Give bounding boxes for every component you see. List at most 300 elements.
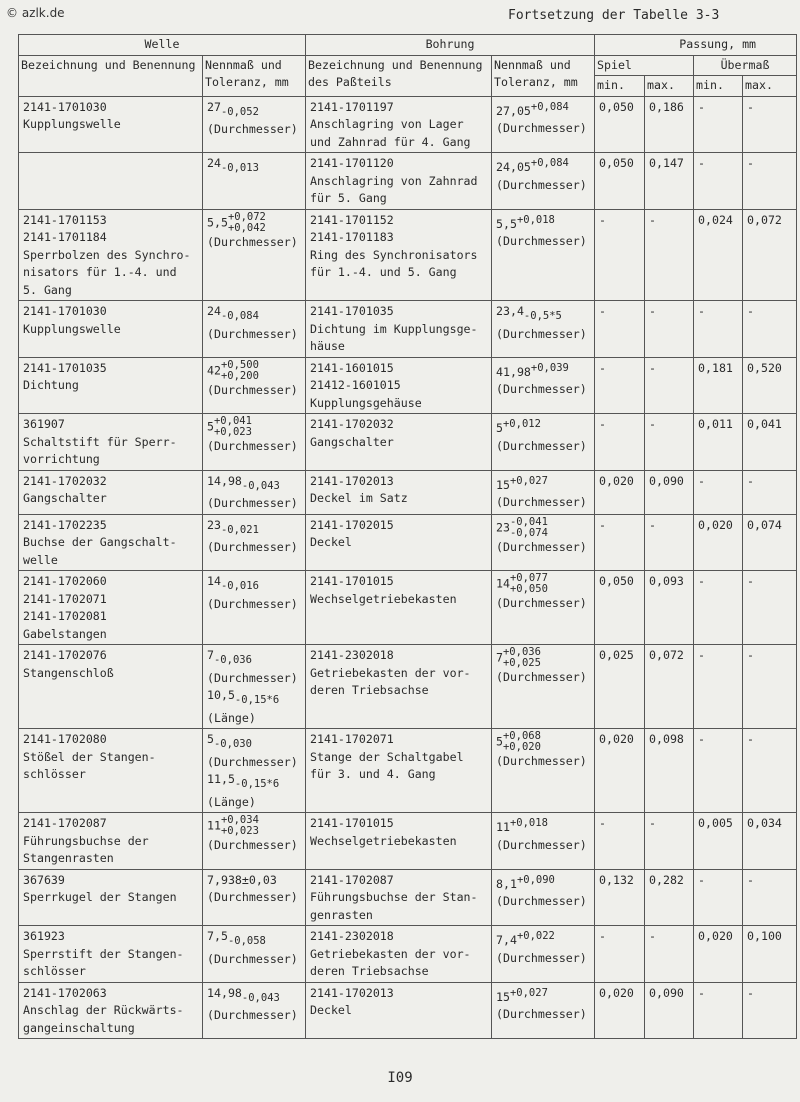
tolerance-cell [492, 571, 595, 645]
lower-deviation: +0,050 [509, 583, 548, 595]
tolerance-line [496, 360, 591, 382]
clearance-max-cell: - [645, 926, 694, 983]
interference-min-cell: 0,020 [694, 514, 743, 571]
tolerance-line [207, 326, 302, 344]
tolerance-line [207, 212, 302, 234]
group-header-shaft: Welle [19, 35, 306, 56]
bore-designation-cell [306, 357, 492, 414]
bore-designation-line: Kupplungsgehäuse [310, 395, 422, 410]
interference-min-cell: 0,020 [694, 926, 743, 983]
header-interference: Übermaß [694, 55, 797, 76]
clearance-min-cell: 0,020 [595, 729, 645, 813]
tolerance-cell [203, 645, 306, 729]
dimension-note: (Durchmesser) [207, 439, 298, 453]
upper-deviation: +0,027 [509, 986, 548, 999]
tolerance-line [496, 326, 591, 344]
nominal-size: 7 [207, 648, 214, 662]
tolerance-pair [228, 212, 266, 234]
shaft-designation-line: Anschlag der Rückwärts- [23, 1003, 184, 1017]
bore-designation-line: für 5. Gang [310, 191, 387, 205]
bore-designation-line: und Zahnrad für 4. Gang [310, 134, 471, 149]
shaft-designation-line: 2141-1702235 [23, 517, 107, 532]
shaft-designation-line: nisators für 1.-4. und [23, 265, 177, 279]
upper-deviation: +0,022 [516, 930, 555, 942]
tolerance-line [207, 985, 302, 1008]
bore-designation-line: 2141-1702087 [310, 872, 394, 887]
tolerance-line [207, 438, 302, 456]
tolerance-table [18, 34, 797, 1039]
group-header-bore: Bohrung [306, 35, 595, 56]
tolerance-line [207, 382, 302, 400]
tolerance-cell [203, 571, 306, 645]
table-row [19, 470, 797, 514]
header-bore-nominal-line1: Nennmaß und [494, 57, 571, 72]
tolerance-line [496, 494, 591, 512]
shaft-designation-line: vorrichtung [23, 452, 100, 466]
tolerance-cell [492, 301, 595, 358]
interference-min-cell: 0,005 [694, 813, 743, 870]
bore-designation-line: Deckel [310, 535, 352, 549]
clearance-min-cell: 0,050 [595, 571, 645, 645]
tolerance-line [496, 573, 591, 595]
header-shaft-nominal-line1: Nennmaß und [205, 57, 282, 72]
upper-deviation: +0,084 [530, 157, 569, 169]
tolerance-line [207, 99, 302, 122]
tolerance-line [207, 539, 302, 557]
clearance-max-cell: 0,098 [645, 729, 694, 813]
sub-header-row [19, 55, 797, 76]
bore-designation-line: Stange der Schaltgabel [310, 749, 464, 764]
bore-designation-line: 21412-1601015 [310, 378, 401, 392]
upper-deviation: +0,039 [530, 361, 569, 374]
bore-designation-line: deren Triebsachse [310, 683, 429, 697]
tolerance-line [496, 985, 591, 1007]
shaft-designation-line: 2141-1701030 [23, 99, 107, 114]
header-clearance: Spiel [595, 55, 694, 76]
clearance-max-cell: 0,090 [645, 982, 694, 1039]
bore-designation-cell [306, 153, 492, 210]
table-row [19, 869, 797, 926]
header-interference-min: min. [694, 76, 743, 97]
shaft-designation-line: Stößel der Stangen- [23, 749, 156, 764]
clearance-max-cell: - [645, 301, 694, 358]
interference-min-cell: - [694, 645, 743, 729]
shaft-designation-line: 2141-1701030 [23, 304, 107, 318]
clearance-min-cell: - [595, 301, 645, 358]
bore-designation-cell [306, 813, 492, 870]
interference-max-cell: - [743, 153, 797, 210]
header-bore-name-line1: Bezeichnung und Benennung [308, 57, 483, 72]
tolerance-pair [221, 360, 259, 382]
tolerance-cell [492, 869, 595, 926]
tolerance-line [207, 928, 302, 951]
dimension-note: (Durchmesser) [496, 121, 587, 135]
dimension-note: (Durchmesser) [496, 234, 587, 248]
dimension-note: (Durchmesser) [496, 837, 587, 852]
tolerance-line [496, 212, 591, 234]
interference-max-cell: - [743, 301, 797, 358]
shaft-designation-line: 2141-1702060 [23, 574, 107, 588]
lower-deviation: -0,074 [509, 526, 548, 539]
nominal-size: 11 [207, 818, 221, 833]
upper-deviation: +0,036 [502, 646, 541, 658]
nominal-size: 7,5 [207, 929, 228, 943]
bore-designation-cell [306, 645, 492, 729]
upper-deviation: +0,027 [509, 474, 548, 487]
lower-deviation: +0,020 [502, 741, 541, 753]
header-shaft-name: Bezeichnung und Benennung [19, 55, 203, 96]
clearance-max-cell: - [645, 813, 694, 870]
dimension-note: (Durchmesser) [207, 382, 298, 397]
tolerance-line [496, 120, 591, 138]
dimension-note: (Durchmesser) [207, 754, 298, 769]
tolerance-line [207, 710, 302, 728]
tolerance-cell [203, 470, 306, 514]
shaft-designation-cell [19, 470, 203, 514]
shaft-designation-line: Buchse der Gangschalt- [23, 535, 177, 549]
interference-min-cell: - [694, 153, 743, 210]
bore-designation-line: 2141-1701152 [310, 212, 394, 227]
tolerance-cell [203, 96, 306, 153]
bore-designation-line: für 3. und 4. Gang [310, 767, 436, 781]
shaft-designation-line: 5. Gang [23, 282, 72, 297]
tolerance-cell [492, 357, 595, 414]
table-row [19, 982, 797, 1039]
bore-designation-line: Getriebekasten der vor- [310, 665, 471, 680]
interference-min-cell: - [694, 869, 743, 926]
table-row [19, 357, 797, 414]
tolerance-line [496, 381, 591, 399]
bore-designation-line: Getriebekasten der vor- [310, 946, 471, 961]
interference-max-cell: 0,520 [743, 357, 797, 414]
tolerance-line [496, 731, 591, 753]
interference-min-cell: - [694, 470, 743, 514]
lower-deviation: -0,5*5 [523, 310, 562, 322]
table-row [19, 514, 797, 571]
shaft-designation-cell [19, 414, 203, 471]
tolerance-pair [503, 731, 541, 753]
nominal-size: 5 [496, 734, 503, 749]
clearance-max-cell: 0,282 [645, 869, 694, 926]
upper-deviation: +0,041 [213, 415, 252, 427]
tolerance-line [207, 771, 302, 794]
nominal-size: 15 [496, 989, 510, 1004]
nominal-size: 7,4 [496, 933, 517, 947]
shaft-designation-line: 2141-1702080 [23, 732, 107, 746]
interference-min-cell: - [694, 982, 743, 1039]
tolerance-line [496, 99, 591, 121]
tolerance-cell [492, 209, 595, 301]
tolerance-cell [492, 729, 595, 813]
table-row [19, 926, 797, 983]
header-clearance-max: max. [645, 76, 694, 97]
tolerance-cell [203, 414, 306, 471]
shaft-designation-line: 2141-1702081 [23, 609, 107, 623]
lower-deviation: +0,025 [502, 657, 541, 669]
tolerance-pair [214, 416, 252, 438]
tolerance-line [207, 815, 302, 837]
bore-designation-cell [306, 729, 492, 813]
tolerance-line [496, 815, 591, 837]
shaft-designation-line: 361923 [23, 929, 65, 943]
tolerance-line [496, 473, 591, 495]
tolerance-cell [203, 209, 306, 301]
dimension-note: (Durchmesser) [207, 1008, 298, 1022]
lower-deviation: +0,023 [220, 825, 259, 837]
upper-deviation: +0,018 [509, 817, 548, 829]
tolerance-cell [203, 301, 306, 358]
tolerance-cell [203, 357, 306, 414]
lower-deviation: -0,013 [220, 162, 259, 174]
bore-designation-cell [306, 96, 492, 153]
bore-designation-line: häuse [310, 339, 345, 353]
nominal-size: 10,5 [207, 688, 235, 702]
tolerance-line [496, 517, 591, 539]
dimension-note: (Durchmesser) [207, 596, 298, 611]
header-clearance-min: min. [595, 76, 645, 97]
bore-designation-cell [306, 982, 492, 1039]
tolerance-cell [492, 982, 595, 1039]
interference-max-cell: - [743, 869, 797, 926]
interference-min-cell: 0,024 [694, 209, 743, 301]
lower-deviation: -0,016 [220, 580, 259, 592]
nominal-size: 14 [496, 576, 510, 591]
tolerance-line [496, 177, 591, 195]
lower-deviation: -0,052 [220, 105, 259, 118]
clearance-min-cell: - [595, 926, 645, 983]
header-bore-name-line2: des Paßteils [308, 75, 392, 89]
nominal-size: 24 [207, 156, 221, 170]
dimension-note: (Durchmesser) [496, 596, 587, 610]
lower-deviation: -0,021 [220, 523, 259, 536]
nominal-size: 23,4 [496, 304, 524, 318]
shaft-designation-line: Stangenrasten [23, 851, 114, 865]
bore-designation-cell [306, 470, 492, 514]
shaft-designation-cell [19, 96, 203, 153]
shaft-designation-line: Sperrstift der Stangen- [23, 946, 184, 961]
bore-designation-cell [306, 301, 492, 358]
dimension-note: (Durchmesser) [207, 890, 298, 904]
tolerance-line [496, 950, 591, 968]
lower-deviation: -0,043 [241, 991, 280, 1004]
bore-designation-line: Deckel [310, 1003, 352, 1017]
upper-deviation: -0,041 [509, 515, 548, 528]
bore-designation-line: 2141-1601015 [310, 360, 394, 375]
shaft-designation-cell [19, 209, 203, 301]
dimension-note: (Durchmesser) [207, 838, 298, 852]
upper-deviation: +0,034 [220, 814, 259, 826]
upper-deviation: +0,012 [502, 418, 541, 430]
shaft-designation-line: Stangenschloß [23, 665, 114, 680]
lower-deviation: -0,043 [241, 479, 280, 492]
table-row [19, 729, 797, 813]
shaft-designation-cell [19, 982, 203, 1039]
shaft-designation-line: 2141-1702063 [23, 985, 107, 1000]
dimension-note: (Durchmesser) [207, 540, 298, 554]
clearance-min-cell: 0,020 [595, 982, 645, 1039]
tolerance-cell [492, 645, 595, 729]
interference-max-cell: - [743, 96, 797, 153]
lower-deviation: +0,023 [213, 426, 252, 438]
dimension-note: (Durchmesser) [496, 177, 587, 192]
bore-designation-line: 2141-2302018 [310, 929, 394, 943]
tolerance-pair [510, 517, 548, 539]
bore-designation-cell [306, 926, 492, 983]
shaft-designation-line: Gabelstangen [23, 626, 107, 641]
tolerance-line [207, 416, 302, 438]
shaft-designation-cell [19, 729, 203, 813]
shaft-designation-line: Sperrkugel der Stangen [23, 890, 177, 904]
tolerance-line [207, 872, 302, 890]
tolerance-line [207, 473, 302, 496]
shaft-designation-cell [19, 813, 203, 870]
tolerance-line [496, 233, 591, 251]
nominal-size: 23 [496, 520, 510, 534]
dimension-note: (Durchmesser) [496, 382, 587, 396]
dimension-note: (Durchmesser) [496, 495, 587, 509]
interference-max-cell: - [743, 645, 797, 729]
nominal-size: 42 [207, 363, 221, 377]
nominal-size: 23 [207, 517, 221, 532]
nominal-size: 27,05 [496, 103, 531, 118]
clearance-min-cell: - [595, 357, 645, 414]
shaft-designation-line: 2141-1701035 [23, 360, 107, 375]
dimension-note: (Durchmesser) [207, 122, 298, 136]
tolerance-line [207, 951, 302, 969]
shaft-designation-line: Dichtung [23, 378, 79, 392]
lower-deviation: -0,036 [213, 654, 252, 666]
tolerance-line [496, 303, 591, 326]
shaft-designation-line: 361907 [23, 417, 65, 431]
tolerance-cell [203, 729, 306, 813]
tolerance-line [207, 155, 302, 178]
upper-deviation: +0,068 [502, 730, 541, 742]
tolerance-line [496, 1006, 591, 1024]
clearance-max-cell: 0,072 [645, 645, 694, 729]
dimension-note: (Länge) [207, 710, 256, 725]
shaft-designation-line: gangeinschaltung [23, 1020, 135, 1035]
shaft-designation-cell [19, 645, 203, 729]
clearance-min-cell: 0,050 [595, 96, 645, 153]
header-bore-name [306, 55, 492, 96]
bore-designation-line: 2141-1701183 [310, 230, 394, 244]
tolerance-cell [492, 514, 595, 571]
table-body [19, 96, 797, 1039]
shaft-designation-line: 367639 [23, 872, 65, 887]
tolerance-cell [203, 153, 306, 210]
tolerance-line [207, 889, 302, 907]
interference-min-cell: 0,181 [694, 357, 743, 414]
nominal-size: 5 [207, 419, 214, 434]
nominal-size: 24,05 [496, 160, 531, 174]
bore-designation-line: 2141-1701035 [310, 304, 394, 318]
dimension-note: (Durchmesser) [496, 326, 587, 341]
table-row [19, 301, 797, 358]
shaft-designation-line: 2141-1702071 [23, 591, 107, 606]
bore-designation-line: 2141-1701197 [310, 99, 394, 114]
interference-max-cell: 0,034 [743, 813, 797, 870]
interference-max-cell: 0,074 [743, 514, 797, 571]
tolerance-line [207, 517, 302, 540]
tolerance-line [207, 731, 302, 754]
shaft-designation-line: Schaltstift für Sperr- [23, 434, 177, 449]
tolerance-line [496, 539, 591, 557]
nominal-size: 15 [496, 477, 510, 492]
bore-designation-cell [306, 209, 492, 301]
upper-deviation: +0,084 [530, 100, 569, 113]
clearance-max-cell: - [645, 209, 694, 301]
clearance-min-cell: - [595, 209, 645, 301]
tolerance-line [496, 893, 591, 911]
clearance-max-cell: - [645, 357, 694, 414]
nominal-size: 5,5 [496, 216, 517, 231]
bore-designation-line: 2141-1702071 [310, 732, 394, 746]
dimension-note: (Durchmesser) [496, 539, 587, 554]
dimension-note: (Durchmesser) [496, 1007, 587, 1021]
tolerance-line [207, 234, 302, 252]
group-header-row [19, 35, 797, 56]
interference-min-cell: - [694, 301, 743, 358]
tolerance-line [207, 837, 302, 855]
bore-designation-line: 2141-2302018 [310, 648, 394, 662]
bore-designation-line: Gangschalter [310, 434, 394, 449]
upper-deviation: +0,077 [509, 572, 548, 584]
shaft-designation-line: Führungsbuchse der [23, 833, 149, 848]
dimension-note: (Länge) [207, 794, 256, 809]
shaft-designation-cell [19, 869, 203, 926]
tolerance-cell [492, 153, 595, 210]
dimension-note: (Durchmesser) [496, 754, 587, 768]
dimension-note: (Durchmesser) [207, 326, 298, 341]
page-number: I09 [387, 1070, 413, 1086]
tolerance-line [207, 794, 302, 812]
clearance-max-cell: - [645, 514, 694, 571]
clearance-min-cell: 0,020 [595, 470, 645, 514]
watermark: © azlk.de [6, 6, 65, 20]
upper-deviation: +0,090 [516, 873, 555, 886]
shaft-designation-line: schlösser [23, 964, 86, 978]
dimension-note: (Durchmesser) [496, 950, 587, 965]
dimension-note: (Durchmesser) [496, 438, 587, 453]
tolerance-line [207, 573, 302, 596]
tolerance-line [207, 687, 302, 710]
tolerance-cell [203, 926, 306, 983]
tolerance-line [207, 670, 302, 688]
shaft-designation-cell [19, 571, 203, 645]
shaft-designation-line: 2141-1701153 [23, 212, 107, 227]
interference-min-cell: - [694, 96, 743, 153]
table-row [19, 209, 797, 301]
tolerance-pair [221, 815, 259, 837]
clearance-max-cell: - [645, 414, 694, 471]
clearance-max-cell: 0,090 [645, 470, 694, 514]
tolerance-line [207, 596, 302, 614]
tolerance-line [496, 928, 591, 950]
bore-designation-line: Wechselgetriebekasten [310, 833, 457, 848]
group-header-fit: Passung, mm [595, 35, 797, 56]
header-shaft-nominal [203, 55, 306, 96]
dimension-note: (Durchmesser) [496, 894, 587, 908]
bore-designation-line: Deckel im Satz [310, 491, 408, 505]
nominal-size: 7,938±0,03 [207, 872, 277, 887]
nominal-size: 5 [496, 421, 503, 435]
table-row [19, 153, 797, 210]
shaft-designation-line: 2141-1701184 [23, 230, 107, 244]
shaft-designation-line: 2141-1702076 [23, 648, 107, 662]
nominal-size: 24 [207, 304, 221, 318]
bore-designation-line: Ring des Synchronisators [310, 247, 478, 262]
shaft-designation-cell [19, 301, 203, 358]
